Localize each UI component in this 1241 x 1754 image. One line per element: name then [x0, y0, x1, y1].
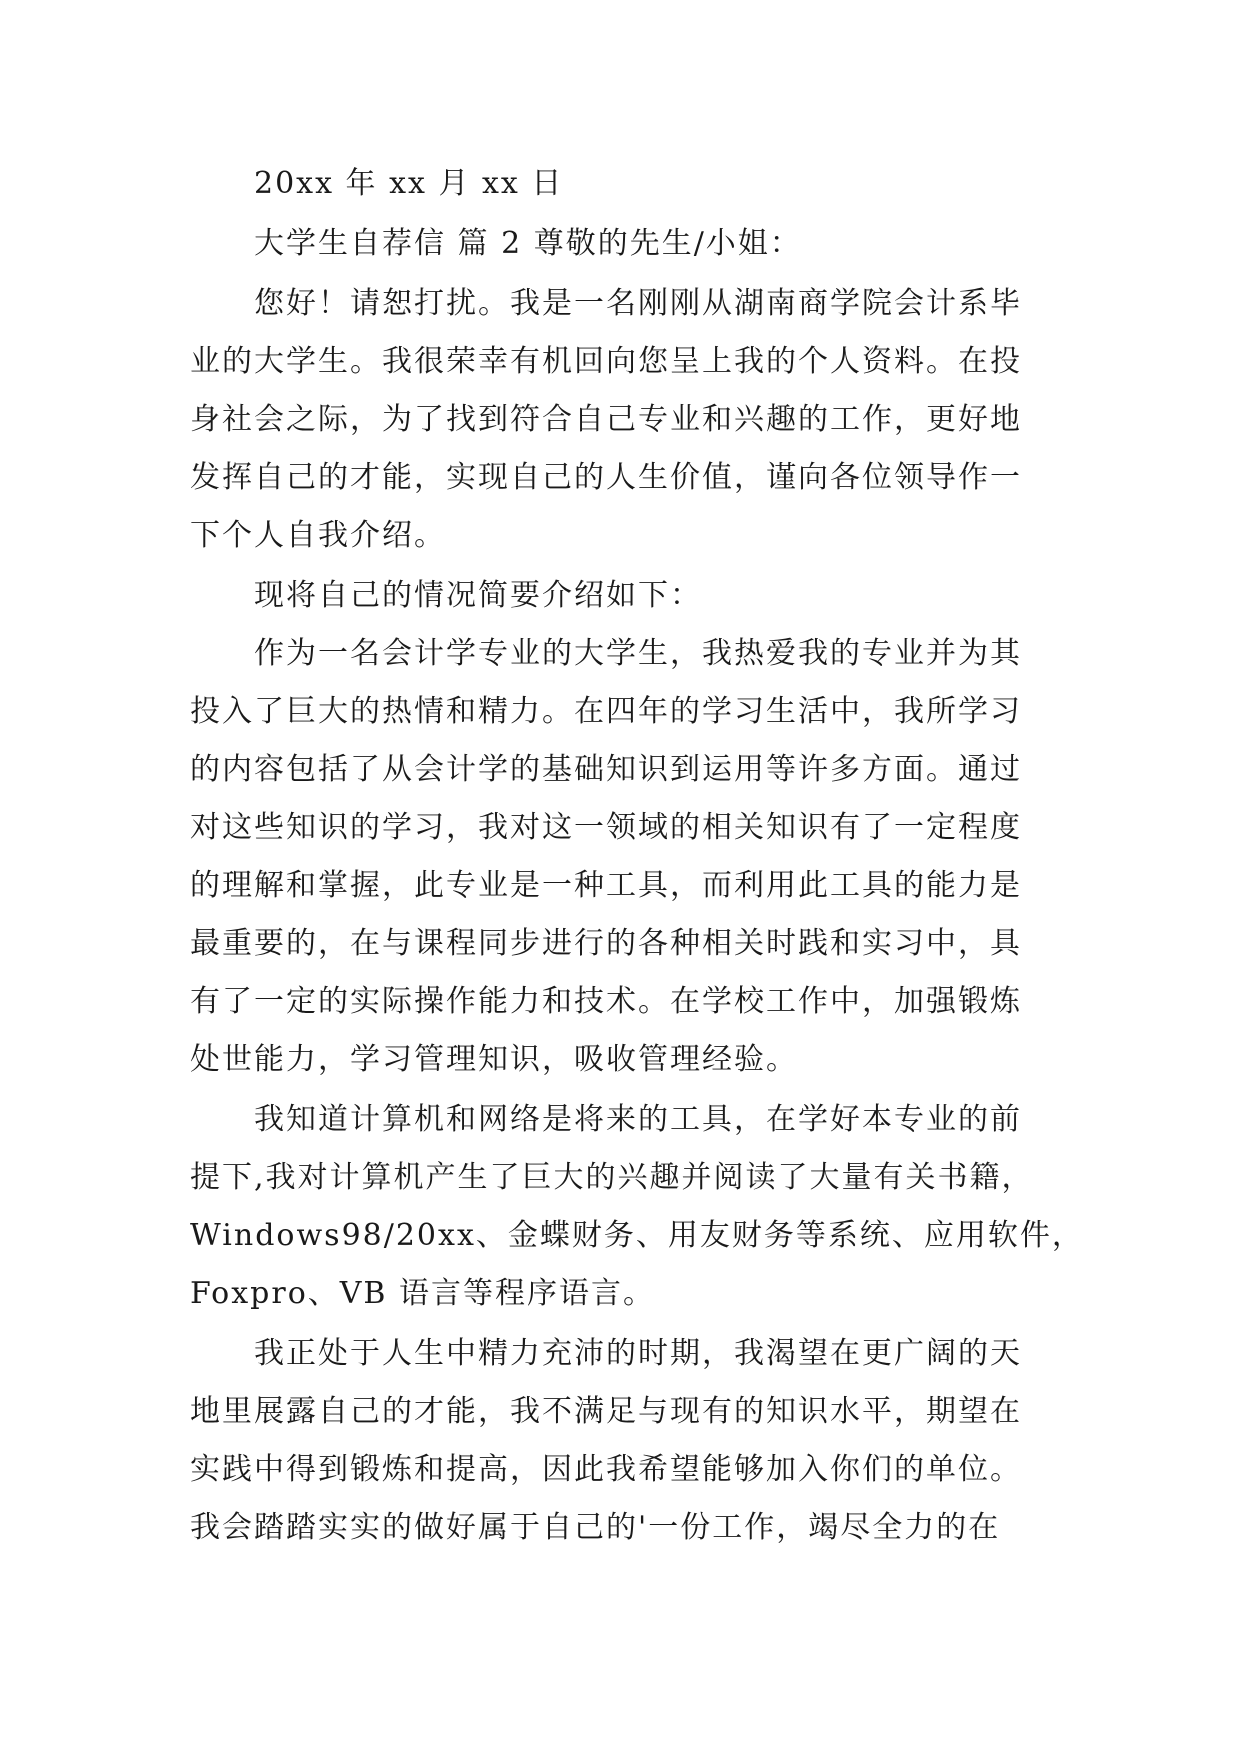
paragraph-line: 发挥自己的才能，实现自己的人生价值，谨向各位领导作一: [190, 460, 1022, 495]
paragraph-line: 实践中得到锻炼和提高，因此我希望能够加入你们的单位。: [190, 1452, 1022, 1487]
paragraph-line: 您好！请恕打扰。我是一名刚刚从湖南商学院会计系毕: [254, 286, 1022, 321]
paragraph-line: Windows98/20xx、金蝶财务、用友财务等系统、应用软件，: [190, 1218, 1084, 1253]
paragraph-line: 投入了巨大的热情和精力。在四年的学习生活中，我所学习: [190, 694, 1022, 729]
letter-heading: 大学生自荐信 篇 2 尊敬的先生/小姐：: [254, 226, 802, 261]
paragraph-line: 有了一定的实际操作能力和技术。在学校工作中，加强锻炼: [190, 984, 1022, 1019]
paragraph-line: Foxpro、VB 语言等程序语言。: [190, 1276, 656, 1311]
paragraph-line: 我正处于人生中精力充沛的时期，我渴望在更广阔的天: [254, 1336, 1022, 1371]
paragraph-line: 地里展露自己的才能，我不满足与现有的知识水平，期望在: [190, 1394, 1022, 1429]
paragraph-line: 现将自己的情况简要介绍如下：: [254, 578, 702, 613]
paragraph-line: 最重要的，在与课程同步进行的各种相关时践和实习中，具: [190, 926, 1022, 961]
paragraph-line: 作为一名会计学专业的大学生，我热爱我的专业并为其: [254, 636, 1022, 671]
paragraph-line: 处世能力，学习管理知识，吸收管理经验。: [190, 1042, 798, 1077]
paragraph-line: 我会踏踏实实的做好属于自己的'一份工作，竭尽全力的在: [190, 1510, 1001, 1545]
paragraph-line: 对这些知识的学习，我对这一领域的相关知识有了一定程度: [190, 810, 1022, 845]
date-line: 20xx 年 xx 月 xx 日: [254, 166, 564, 201]
paragraph-line: 我知道计算机和网络是将来的工具，在学好本专业的前: [254, 1102, 1022, 1137]
paragraph-line: 提下,我对计算机产生了巨大的兴趣并阅读了大量有关书籍，: [190, 1160, 1034, 1195]
paragraph-line: 下个人自我介绍。: [190, 518, 446, 553]
paragraph-line: 身社会之际，为了找到符合自己专业和兴趣的工作，更好地: [190, 402, 1022, 437]
paragraph-line: 的理解和掌握，此专业是一种工具，而利用此工具的能力是: [190, 868, 1022, 903]
paragraph-line: 的内容包括了从会计学的基础知识到运用等许多方面。通过: [190, 752, 1022, 787]
paragraph-line: 业的大学生。我很荣幸有机回向您呈上我的个人资料。在投: [190, 344, 1022, 379]
